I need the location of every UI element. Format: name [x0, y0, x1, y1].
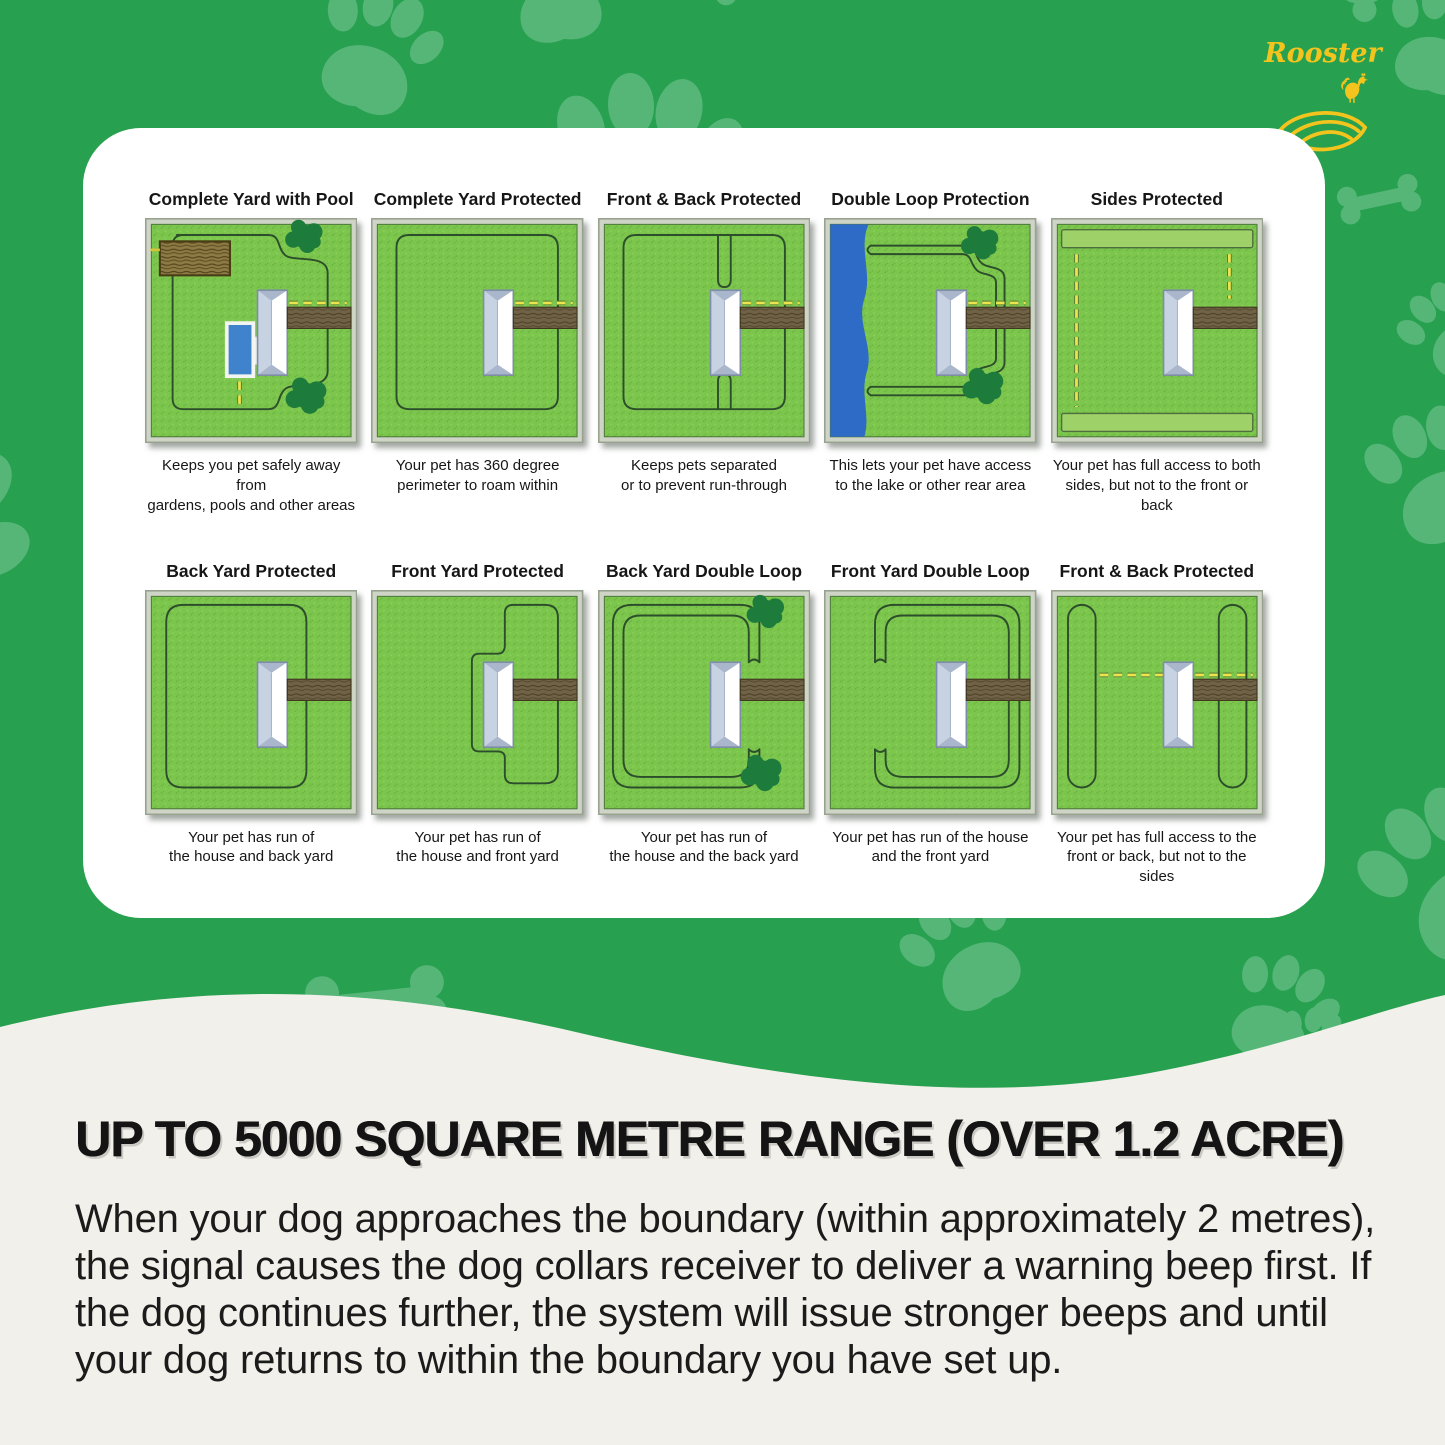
diagram-caption — [609, 828, 798, 868]
yard-map-4-lake — [824, 218, 1036, 443]
paw-icon — [0, 353, 77, 693]
yard-map-3-frontback — [598, 218, 810, 443]
yard-map-2-full — [371, 218, 583, 443]
body-paragraph: When your dog approaches the boundary (within approximately 2 metres), the signal causes the dog collars receiver to deliver a warning beep first. If the dog continues further, the system will issue stronger beeps and until your dog returns to within the boundary you have set up. — [75, 1197, 1376, 1382]
diagram-caption — [396, 828, 559, 868]
yard-map-5-sides — [1051, 218, 1263, 443]
yard-diagram-tile — [371, 542, 583, 888]
caption-line: Your pet has run of — [414, 828, 541, 846]
caption-line: gardens, pools and other areas — [147, 496, 356, 514]
yard-diagram — [1051, 218, 1263, 443]
diagram-caption — [1051, 456, 1263, 515]
caption-line: This lets your pet have access — [829, 457, 1032, 475]
yard-diagram — [598, 590, 810, 815]
yard-map-1-pool — [145, 218, 357, 443]
yard-map-8-backdouble — [598, 590, 810, 815]
yard-diagram — [371, 218, 583, 443]
diagram-title: Back Yard Double Loop — [605, 560, 803, 581]
paw-icon — [1348, 387, 1445, 560]
yard-diagram — [598, 218, 810, 443]
brand-name: Rooster — [1264, 38, 1382, 69]
diagram-caption — [830, 456, 1032, 496]
yard-map-6-back — [145, 590, 357, 815]
diagram-title: Back Yard Protected — [166, 560, 337, 581]
yard-diagram-tile — [1051, 170, 1263, 516]
caption-line: Keeps pets separated — [631, 457, 777, 475]
bone-icon — [698, 0, 795, 10]
yard-diagram-tile — [1051, 542, 1263, 888]
paw-icon — [1381, 262, 1445, 394]
diagram-title: Sides Protected — [1090, 189, 1223, 209]
caption-line: the house and the back yard — [609, 848, 799, 866]
caption-line: perimeter to roam within — [397, 476, 559, 494]
rooster-icon — [1338, 69, 1368, 103]
paw-icon — [486, 0, 626, 49]
caption-line: Your pet has run of — [640, 828, 768, 846]
yard-diagram — [824, 218, 1036, 443]
yard-diagram-tile — [145, 170, 357, 516]
diagram-title: Double Loop Protection — [831, 189, 1030, 209]
bottom-section — [75, 1110, 1377, 1384]
diagram-caption — [1051, 828, 1263, 887]
caption-line: and the front yard — [871, 848, 990, 866]
yard-diagram-tile — [371, 170, 583, 516]
diagram-caption — [621, 456, 787, 496]
yard-diagram — [824, 590, 1036, 815]
caption-line: sides, but not to the front or back — [1065, 476, 1249, 514]
caption-line: the house and front yard — [396, 848, 559, 866]
diagram-title: Front & Back Protected — [606, 189, 802, 209]
diagram-title: Complete Yard with Pool — [148, 189, 354, 209]
yard-diagram — [145, 590, 357, 815]
diagram-title: Front & Back Protected — [1059, 560, 1255, 581]
diagram-caption — [832, 828, 1028, 868]
yard-diagram-tile — [598, 170, 810, 516]
diagram-caption — [145, 456, 357, 515]
yard-map-10-bars — [1051, 590, 1263, 815]
caption-line: Your pet has full access to both — [1052, 457, 1261, 475]
diagram-title: Front Yard Protected — [391, 560, 564, 581]
yard-diagram-tile — [145, 542, 357, 888]
diagram-grid — [83, 128, 1325, 887]
caption-line: or to prevent run-through — [621, 476, 787, 494]
yard-diagram-tile — [598, 542, 810, 888]
yard-diagram — [1051, 590, 1263, 815]
yard-diagram — [145, 218, 357, 443]
yard-map-7-front — [371, 590, 583, 815]
caption-line: to the lake or other rear area — [835, 476, 1026, 494]
caption-line: front or back, but not to the sides — [1067, 848, 1247, 886]
caption-line: Your pet has run of — [188, 828, 315, 846]
caption-line: Your pet has run of the house — [832, 828, 1029, 846]
yard-map-9-frontdouble — [824, 590, 1036, 815]
caption-line: Keeps you pet safely away from — [161, 457, 341, 494]
diagram-title: Front Yard Double Loop — [830, 560, 1030, 581]
diagram-caption — [169, 828, 333, 868]
yard-diagram-tile — [824, 170, 1036, 516]
caption-line: the house and back yard — [169, 848, 334, 866]
headline: UP TO 5000 SQUARE METRE RANGE (OVER 1.2 ACRE) — [75, 1111, 1344, 1167]
diagram-caption — [396, 456, 560, 496]
diagram-title: Complete Yard Protected — [373, 189, 582, 209]
paw-icon — [292, 0, 461, 131]
caption-line: Your pet has full access to the — [1057, 828, 1257, 846]
yard-diagram-tile — [824, 542, 1036, 888]
diagram-card — [83, 128, 1325, 918]
caption-line: Your pet has 360 degree — [395, 457, 560, 475]
bone-icon — [1335, 172, 1423, 226]
yard-diagram — [371, 590, 583, 815]
